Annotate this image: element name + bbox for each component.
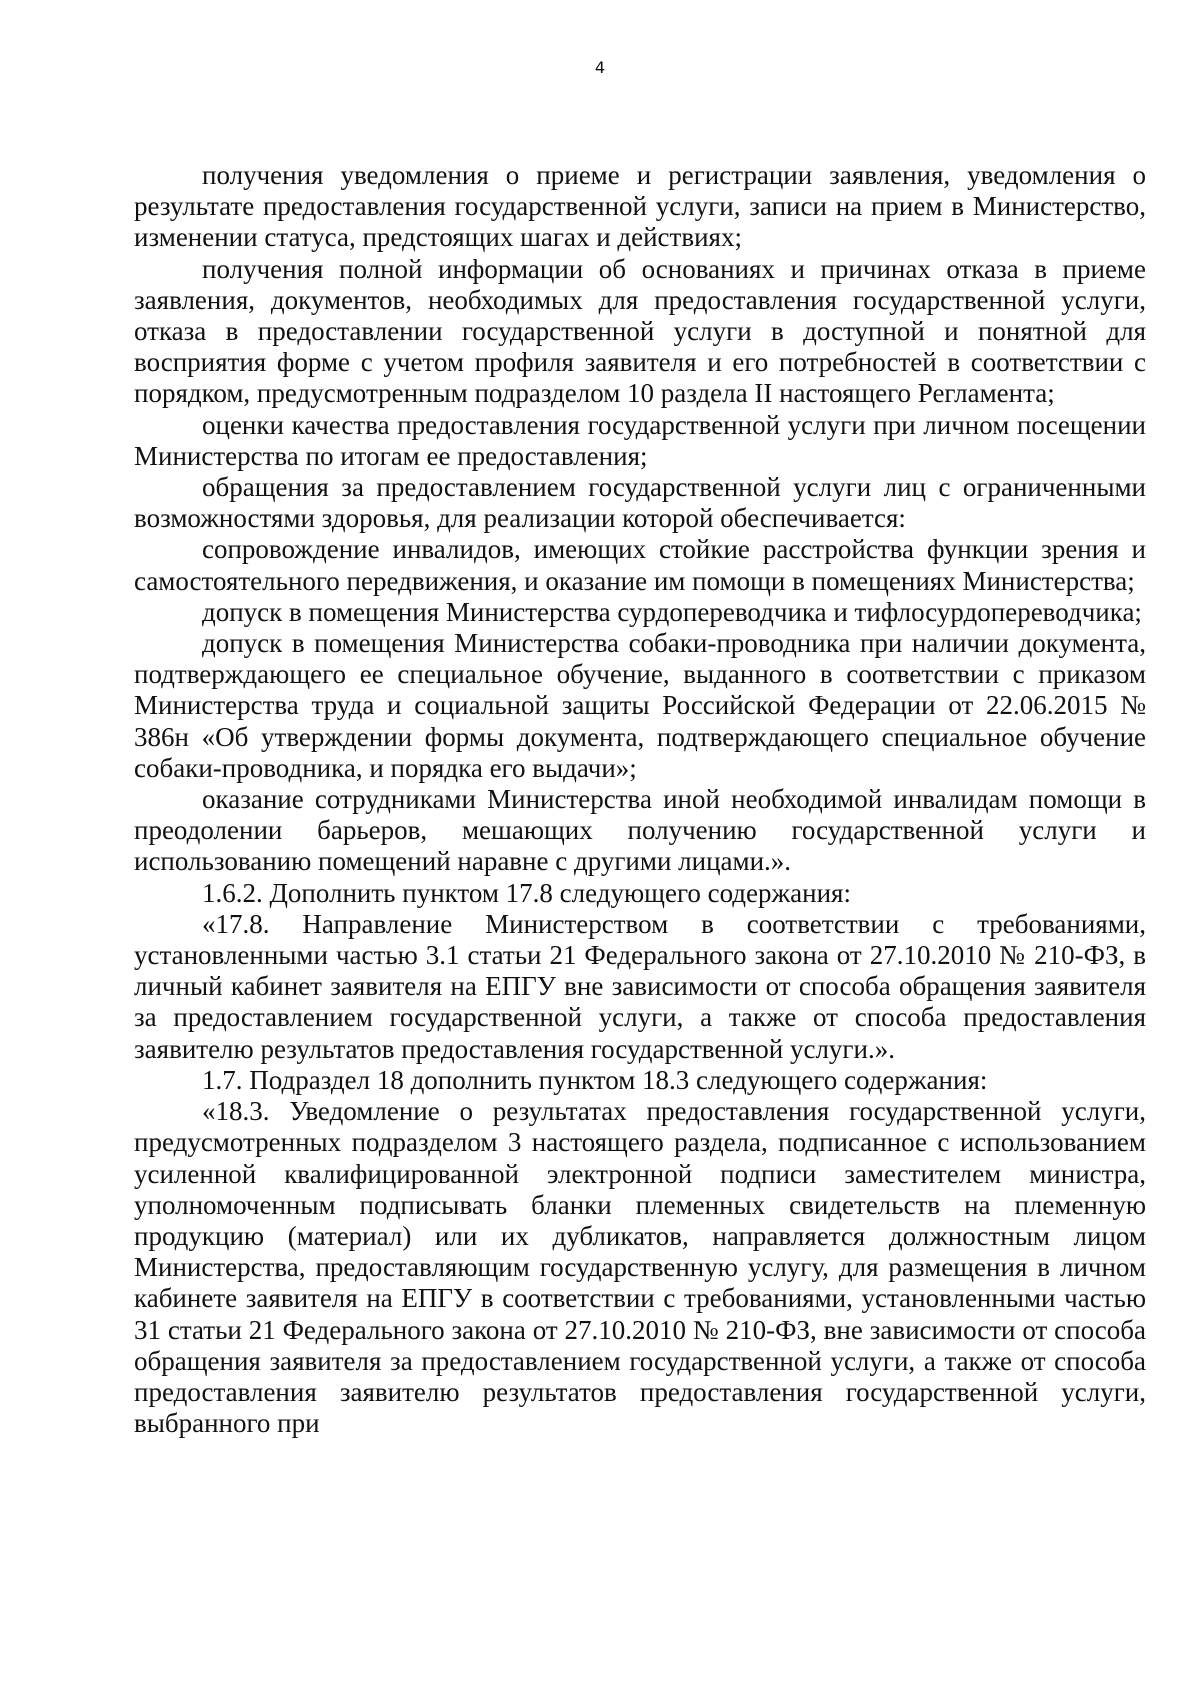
paragraph: обращения за предоставлением государственной услуги лиц с ограниченными возможностями здоровья, для реализации которой обеспечивается:	[134, 472, 1146, 534]
paragraph: оценки качества предоставления государственной услуги при личном посещении Министерства по итогам ее предоставления;	[134, 409, 1146, 471]
paragraph: допуск в помещения Министерства сурдопереводчика и тифлосурдопереводчика;	[202, 596, 1142, 627]
paragraph: получения уведомления о приеме и регистрации заявления, уведомления о результате предоставления государственной услуги, записи на прием в Министерство, изменении статуса, предстоящих шагах и действиях;	[134, 160, 1146, 253]
paragraph: «17.8. Направление Министерством в соответствии с требованиями, установленными частью 3.1 статьи 21 Федерального закона от 27.10.2010 № 210-ФЗ, в личный кабинет заявителя на ЕПГУ вне зависимости от способа обращения заявителя за предоставлением государственной услуги, а также от способа предоставления заявителю результатов предоставления государственной услуги.».	[134, 908, 1146, 1064]
document-body	[134, 160, 1146, 1439]
paragraph: допуск в помещения Министерства собаки-проводника при наличии документа, подтверждающего ее специальное обучение, выданного в соответствии с приказом Министерства труда и социальной защиты Российской Федерации от 22.06.2015 № 386н «Об утверждении формы документа, подтверждающего специальное обучение собаки-проводника, и порядка его выдачи»;	[134, 628, 1146, 783]
paragraph: «18.3. Уведомление о результатах предоставления государственной услуги, предусмотренных подразделом 3 настоящего раздела, подписанное с использованием усиленной квалифицированной электронной подписи заместителем министра, уполномоченным подписывать бланки племенных свидетельств на племенную продукцию (материал) или их дубликатов, направляется должностным лицом Министерства, предоставляющим государственную услугу, для размещения в личном кабинете заявителя на ЕПГУ в соответствии с требованиями, установленными частью 31 статьи 21 Федерального закона от 27.10.2010 № 210-ФЗ, вне зависимости от способа обращения заявителя за предоставлением государственной услуги, а также от способа предоставления заявителю результатов предоставления государственной услуги, выбранного при	[134, 1096, 1146, 1439]
paragraph: 1.7. Подраздел 18 дополнить пунктом 18.3 следующего содержания:	[202, 1064, 988, 1095]
paragraph: сопровождение инвалидов, имеющих стойкие расстройства функции зрения и самостоятельного передвижения, и оказание им помощи в помещениях Министерства;	[134, 534, 1146, 596]
page-number: 4	[594, 58, 606, 77]
paragraph: оказание сотрудниками Министерства иной необходимой инвалидам помощи в преодолении барьеров, мешающих получению государственной услуги и использованию помещений наравне с другими лицами.».	[134, 784, 1146, 877]
paragraph: получения полной информации об основаниях и причинах отказа в приеме заявления, документов, необходимых для предоставления государственной услуги, отказа в предоставлении государственной услуги в доступной и понятной для восприятия форме с учетом профиля заявителя и его потребностей в соответствии с порядком, предусмотренным подразделом 10 раздела II настоящего Регламента;	[134, 253, 1146, 409]
paragraph: 1.6.2. Дополнить пунктом 17.8 следующего содержания:	[202, 877, 851, 908]
